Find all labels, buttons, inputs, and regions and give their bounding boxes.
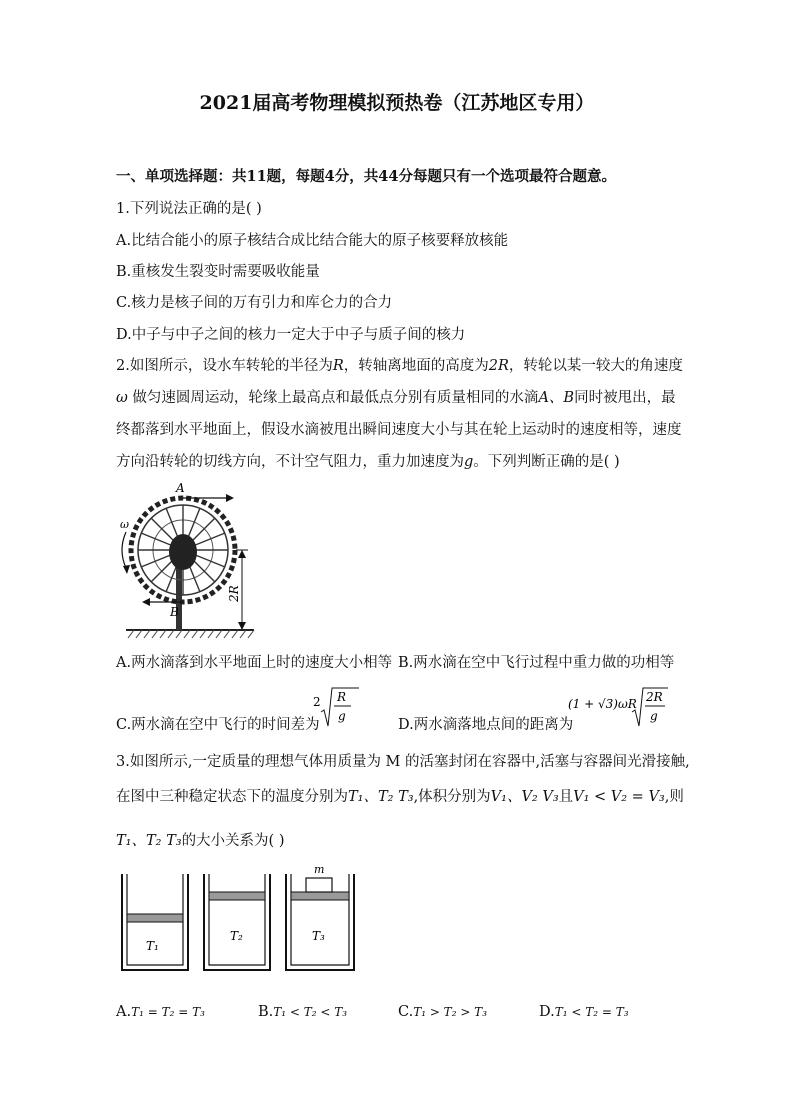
q3-option-b: B.T₁ < T₂ < T₃ bbox=[258, 1004, 348, 1020]
svg-text:g: g bbox=[650, 709, 658, 723]
q2-option-c: C.两水滴在空中飞行的时间差为 bbox=[116, 717, 320, 733]
q2-stem-line2: ω 做匀速圆周运动，轮缘上最高点和最低点分别有质量相同的水滴A、B同时被甩出，最 bbox=[116, 390, 676, 406]
q3-stem-line3: T₁、T₂ T₃的大小关系为( ) bbox=[116, 833, 285, 849]
q1-option-b: B.重核发生裂变时需要吸收能量 bbox=[116, 264, 320, 280]
q3-stem-line1: 3.如图所示,一定质量的理想气体用质量为 M 的活塞封闭在容器中,活塞与容器间光滑接触, bbox=[116, 754, 690, 770]
label-t2: T₂ bbox=[230, 929, 243, 943]
label-a: A bbox=[176, 481, 185, 495]
q1-option-a: A.比结合能小的原子核结合成比结合能大的原子核要释放核能 bbox=[116, 233, 509, 249]
svg-text:2R: 2R bbox=[646, 690, 663, 704]
page-title: 2021届高考物理模拟预热卷（江苏地区专用） bbox=[199, 92, 595, 114]
q1-option-d: D.中子与中子之间的核力一定大于中子与质子间的核力 bbox=[116, 327, 466, 343]
svg-text:g: g bbox=[338, 709, 346, 723]
q2-c-formula bbox=[313, 686, 363, 730]
svg-text:(1 + √3)ωR: (1 + √3)ωR bbox=[568, 697, 637, 711]
q3-stem-line2: 在图中三种稳定状态下的温度分别为T₁、T₂ T₃,体积分别为V₁、V₂ V₃且V₁ < V₂ = V₃,则 bbox=[116, 789, 684, 805]
q2-option-a: A.两水滴落到水平地面上时的速度大小相等 bbox=[116, 655, 393, 671]
q3-option-d: D.T₁ < T₂ = T₃ bbox=[539, 1004, 629, 1020]
q2-stem-line3: 终都落到水平地面上，假设水滴被甩出瞬间速度大小与其在轮上运动时的速度相等，速度 bbox=[116, 422, 682, 438]
water-wheel-figure bbox=[114, 480, 274, 644]
containers-figure bbox=[116, 860, 372, 976]
q1-option-c: C.核力是核子间的万有引力和库仑力的合力 bbox=[116, 295, 393, 311]
q3-option-c: C.T₁ > T₂ > T₃ bbox=[398, 1004, 487, 1020]
q2-option-d: D.两水滴落地点间的距离为 bbox=[398, 717, 574, 733]
q2-stem-line4: 方向沿转轮的切线方向，不计空气阻力，重力加速度为g。下列判断正确的是( ) bbox=[116, 454, 620, 470]
q2-d-formula bbox=[568, 686, 678, 730]
svg-text:2: 2 bbox=[313, 695, 321, 709]
q1-stem: 1.下列说法正确的是( ) bbox=[116, 201, 262, 217]
q3-option-a: A.T₁ = T₂ = T₃ bbox=[116, 1004, 205, 1020]
label-t3: T₃ bbox=[312, 929, 325, 943]
label-omega: ω bbox=[120, 518, 129, 531]
section-heading: 一、单项选择题：共11题，每题4分，共44分每题只有一个选项最符合题意。 bbox=[116, 168, 616, 185]
label-2r: 2R bbox=[227, 585, 241, 602]
label-m: m bbox=[314, 863, 325, 876]
q2-stem-line1: 2.如图所示，设水车转轮的半径为R，转轴离地面的高度为2R，转轮以某一较大的角速度 bbox=[116, 358, 683, 374]
label-b: B bbox=[170, 605, 179, 619]
svg-text:R: R bbox=[337, 690, 347, 704]
label-t1: T₁ bbox=[146, 939, 159, 953]
q2-option-b: B.两水滴在空中飞行过程中重力做的功相等 bbox=[398, 655, 675, 671]
